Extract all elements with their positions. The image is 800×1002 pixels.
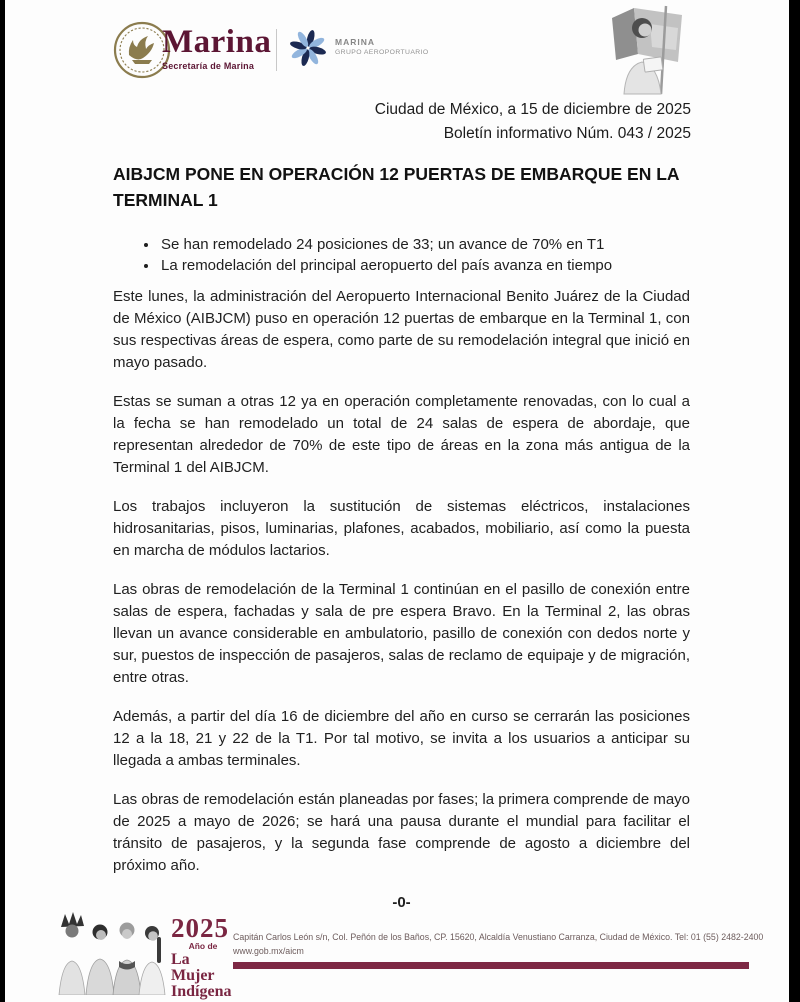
woman-with-flag-illustration — [602, 2, 694, 97]
header-divider — [276, 29, 277, 71]
year-sublabel: Año de — [188, 941, 218, 951]
airport-group-pinwheel-icon — [286, 26, 330, 70]
year-campaign-logo — [171, 915, 235, 1000]
end-of-bulletin-mark: -0- — [392, 894, 411, 911]
bullet-item: • Se han remodelado 24 posiciones de 33; un avance de 70% en T1 — [159, 234, 690, 255]
body-paragraph: Estas se suman a otras 12 ya en operación completamente renovadas, con lo cual a la fecha se han remodelado un total de 24 salas de espera de abordaje, que representan alrededor de 70% de este tipo de áreas en la zona más antigua de la Terminal 1 del AIBJCM. — [113, 393, 690, 476]
page-title: AIBJCM PONE EN OPERACIÓN 12 PUERTAS DE EMBARQUE EN LA TERMINAL 1 — [113, 164, 679, 210]
body-paragraph: Las obras de remodelación están planeadas por fases; la primera comprende de mayo de 2025 a mayo de 2026; se hará una pausa durante el mundial para facilitar el tránsito de pasajeros, y la segunda fase comprende de agosto a diciembre del próximo año. — [113, 791, 691, 874]
marina-subtitle: Secretaría de Marina — [162, 61, 255, 71]
dateline-bulletin-number: Boletín informativo Núm. 043 / 2025 — [443, 124, 691, 142]
body-paragraph: Este lunes, la administración del Aeropuerto Internacional Benito Juárez de la Ciudad de México (AIBJCM) puso en operación 12 puertas de embarque en la Terminal 1, con sus respectivas áreas de espera, como parte de su remodelación integral que inició en mayo pasado. — [113, 288, 690, 371]
grupo-aeroportuario-logo — [335, 37, 429, 56]
body-paragraph: Además, a partir del día 16 de diciembre del año en curso se cerrarán las posiciones 12 a la 18, 21 y 22 de la T1. Por tal motivo, se invita a los usuarios a anticipar su llegada a ambas terminales. — [113, 708, 690, 769]
grupo-aeroportuario-label: GRUPO AEROPORTUARIO — [335, 49, 429, 56]
highlight-bullet-list — [113, 234, 690, 276]
year-label: 2025 — [171, 913, 229, 943]
footer-contact-block — [233, 931, 763, 957]
dateline — [375, 98, 691, 145]
bulletin-body — [113, 161, 690, 911]
footer-accent-bar — [233, 962, 749, 969]
indigenous-women-illustration — [53, 911, 169, 995]
footer-website: www.gob.mx/aicm — [233, 946, 304, 956]
campaign-label-line2: Indígena — [171, 983, 232, 1000]
bullet-item: • La remodelación del principal aeropuerto del país avanza en tiempo — [159, 255, 690, 276]
body-paragraph: Las obras de remodelación de la Terminal 1 continúan en el pasillo de conexión entre salas de espera, fachadas y sala de pre espera Bravo. En la Terminal 2, las obras llevan un avance considerable en ambulatorio, pasillo de conexión con dedos norte y sur, puestos de inspección de pasajeros, salas de reclamo de equipaje y de migración, entre otras. — [113, 581, 690, 686]
footer-address: Capitán Carlos León s/n, Col. Peñón de los Baños, CP. 15620, Alcaldía Venustiano Carranza, Ciudad de México. Tel: 01 (55) 2482-2400 — [233, 932, 764, 942]
marina-wordmark: Marina — [162, 24, 272, 60]
dateline-city-date: Ciudad de México, a 15 de diciembre de 2025 — [374, 101, 691, 118]
campaign-label-line1: La Mujer — [171, 951, 215, 984]
body-paragraph: Los trabajos incluyeron la sustitución de sistemas eléctricos, instalaciones hidrosanitarias, pisos, luminarias, plafones, acabados, mobiliario, así como la puesta en marcha de módulos lactarios. — [113, 498, 690, 559]
document-page — [5, 0, 789, 1002]
grupo-marina-label: MARINA — [335, 37, 375, 47]
marina-logo — [162, 25, 271, 71]
